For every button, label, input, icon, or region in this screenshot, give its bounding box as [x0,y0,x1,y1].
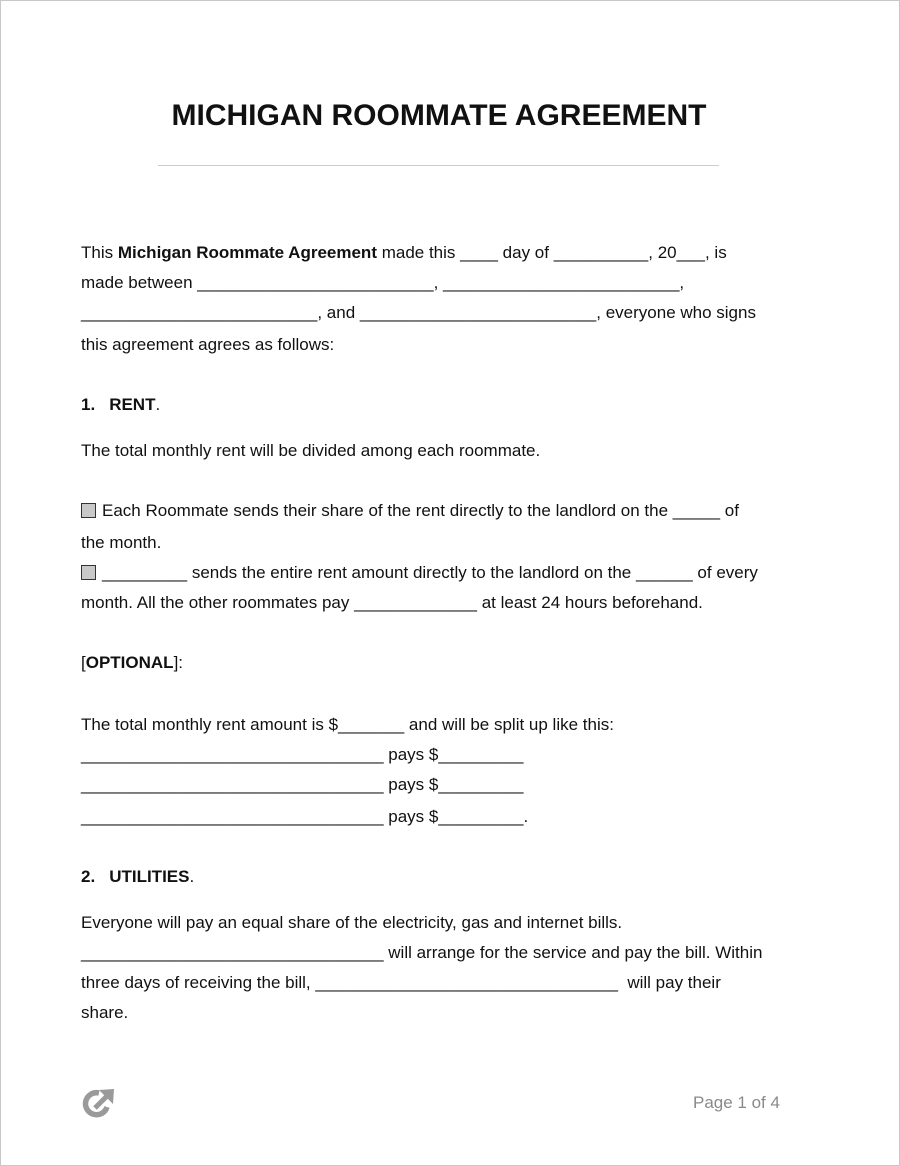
curved-arrow-logo-icon [81,1086,117,1122]
section-period: . [155,395,161,414]
section-number: 1. [81,395,96,414]
intro-line-3: _________________________, and _________________________, everyone who signs [81,303,756,322]
section-heading-utilities [81,867,194,887]
optional-text: OPTIONAL [85,653,174,672]
checkbox[interactable] [81,565,96,580]
intro-line-2: made between _________________________, _________________________, [81,273,685,292]
intro-text: This [81,243,118,262]
section-period: . [189,867,195,886]
option-text: Each Roommate sends their share of the rent directly to the landlord on the _____ of [102,501,739,520]
rent-payer-line-3: ________________________________ pays $_________. [81,807,529,826]
option-text: _________ sends the entire rent amount directly to the landlord on the ______ of every [102,563,758,582]
agreement-name: Michigan Roommate Agreement [117,243,377,262]
rent-payer-line-1: ________________________________ pays $_________ [81,745,524,764]
section-heading-rent [81,395,160,415]
optional-label [81,653,183,673]
intro-line-1 [81,243,727,263]
section-number: 2. [81,867,96,886]
rent-option-1 [81,501,739,521]
utilities-line-1: Everyone will pay an equal share of the electricity, gas and internet bills. [81,913,623,932]
page-number: Page 1 of 4 [693,1093,780,1112]
bracket-open: [ [81,653,86,672]
intro-line-4: this agreement agrees as follows: [81,335,335,354]
rent-description: The total monthly rent will be divided among each roommate. [81,441,541,460]
intro-text: made this ____ day of __________, 20___, is [376,243,727,262]
rent-split-intro: The total monthly rent amount is $_______ and will be split up like this: [81,715,614,734]
document-title: MICHIGAN ROOMMATE AGREEMENT [171,99,707,132]
utilities-line-3: three days of receiving the bill, ________________________________ will pay their [81,973,721,992]
section-title: RENT [109,395,156,414]
rent-option-2-continued: month. All the other roommates pay _____________ at least 24 hours beforehand. [81,593,703,612]
utilities-line-2: ________________________________ will arrange for the service and pay the bill. Within [81,943,763,962]
rent-option-2 [81,563,758,583]
bracket-close: ]: [173,653,184,672]
title-divider [158,165,719,166]
section-title: UTILITIES [109,867,190,886]
utilities-line-4: share. [81,1003,129,1022]
checkbox[interactable] [81,503,96,518]
rent-payer-line-2: ________________________________ pays $_________ [81,775,524,794]
rent-option-1-continued: the month. [81,533,162,552]
